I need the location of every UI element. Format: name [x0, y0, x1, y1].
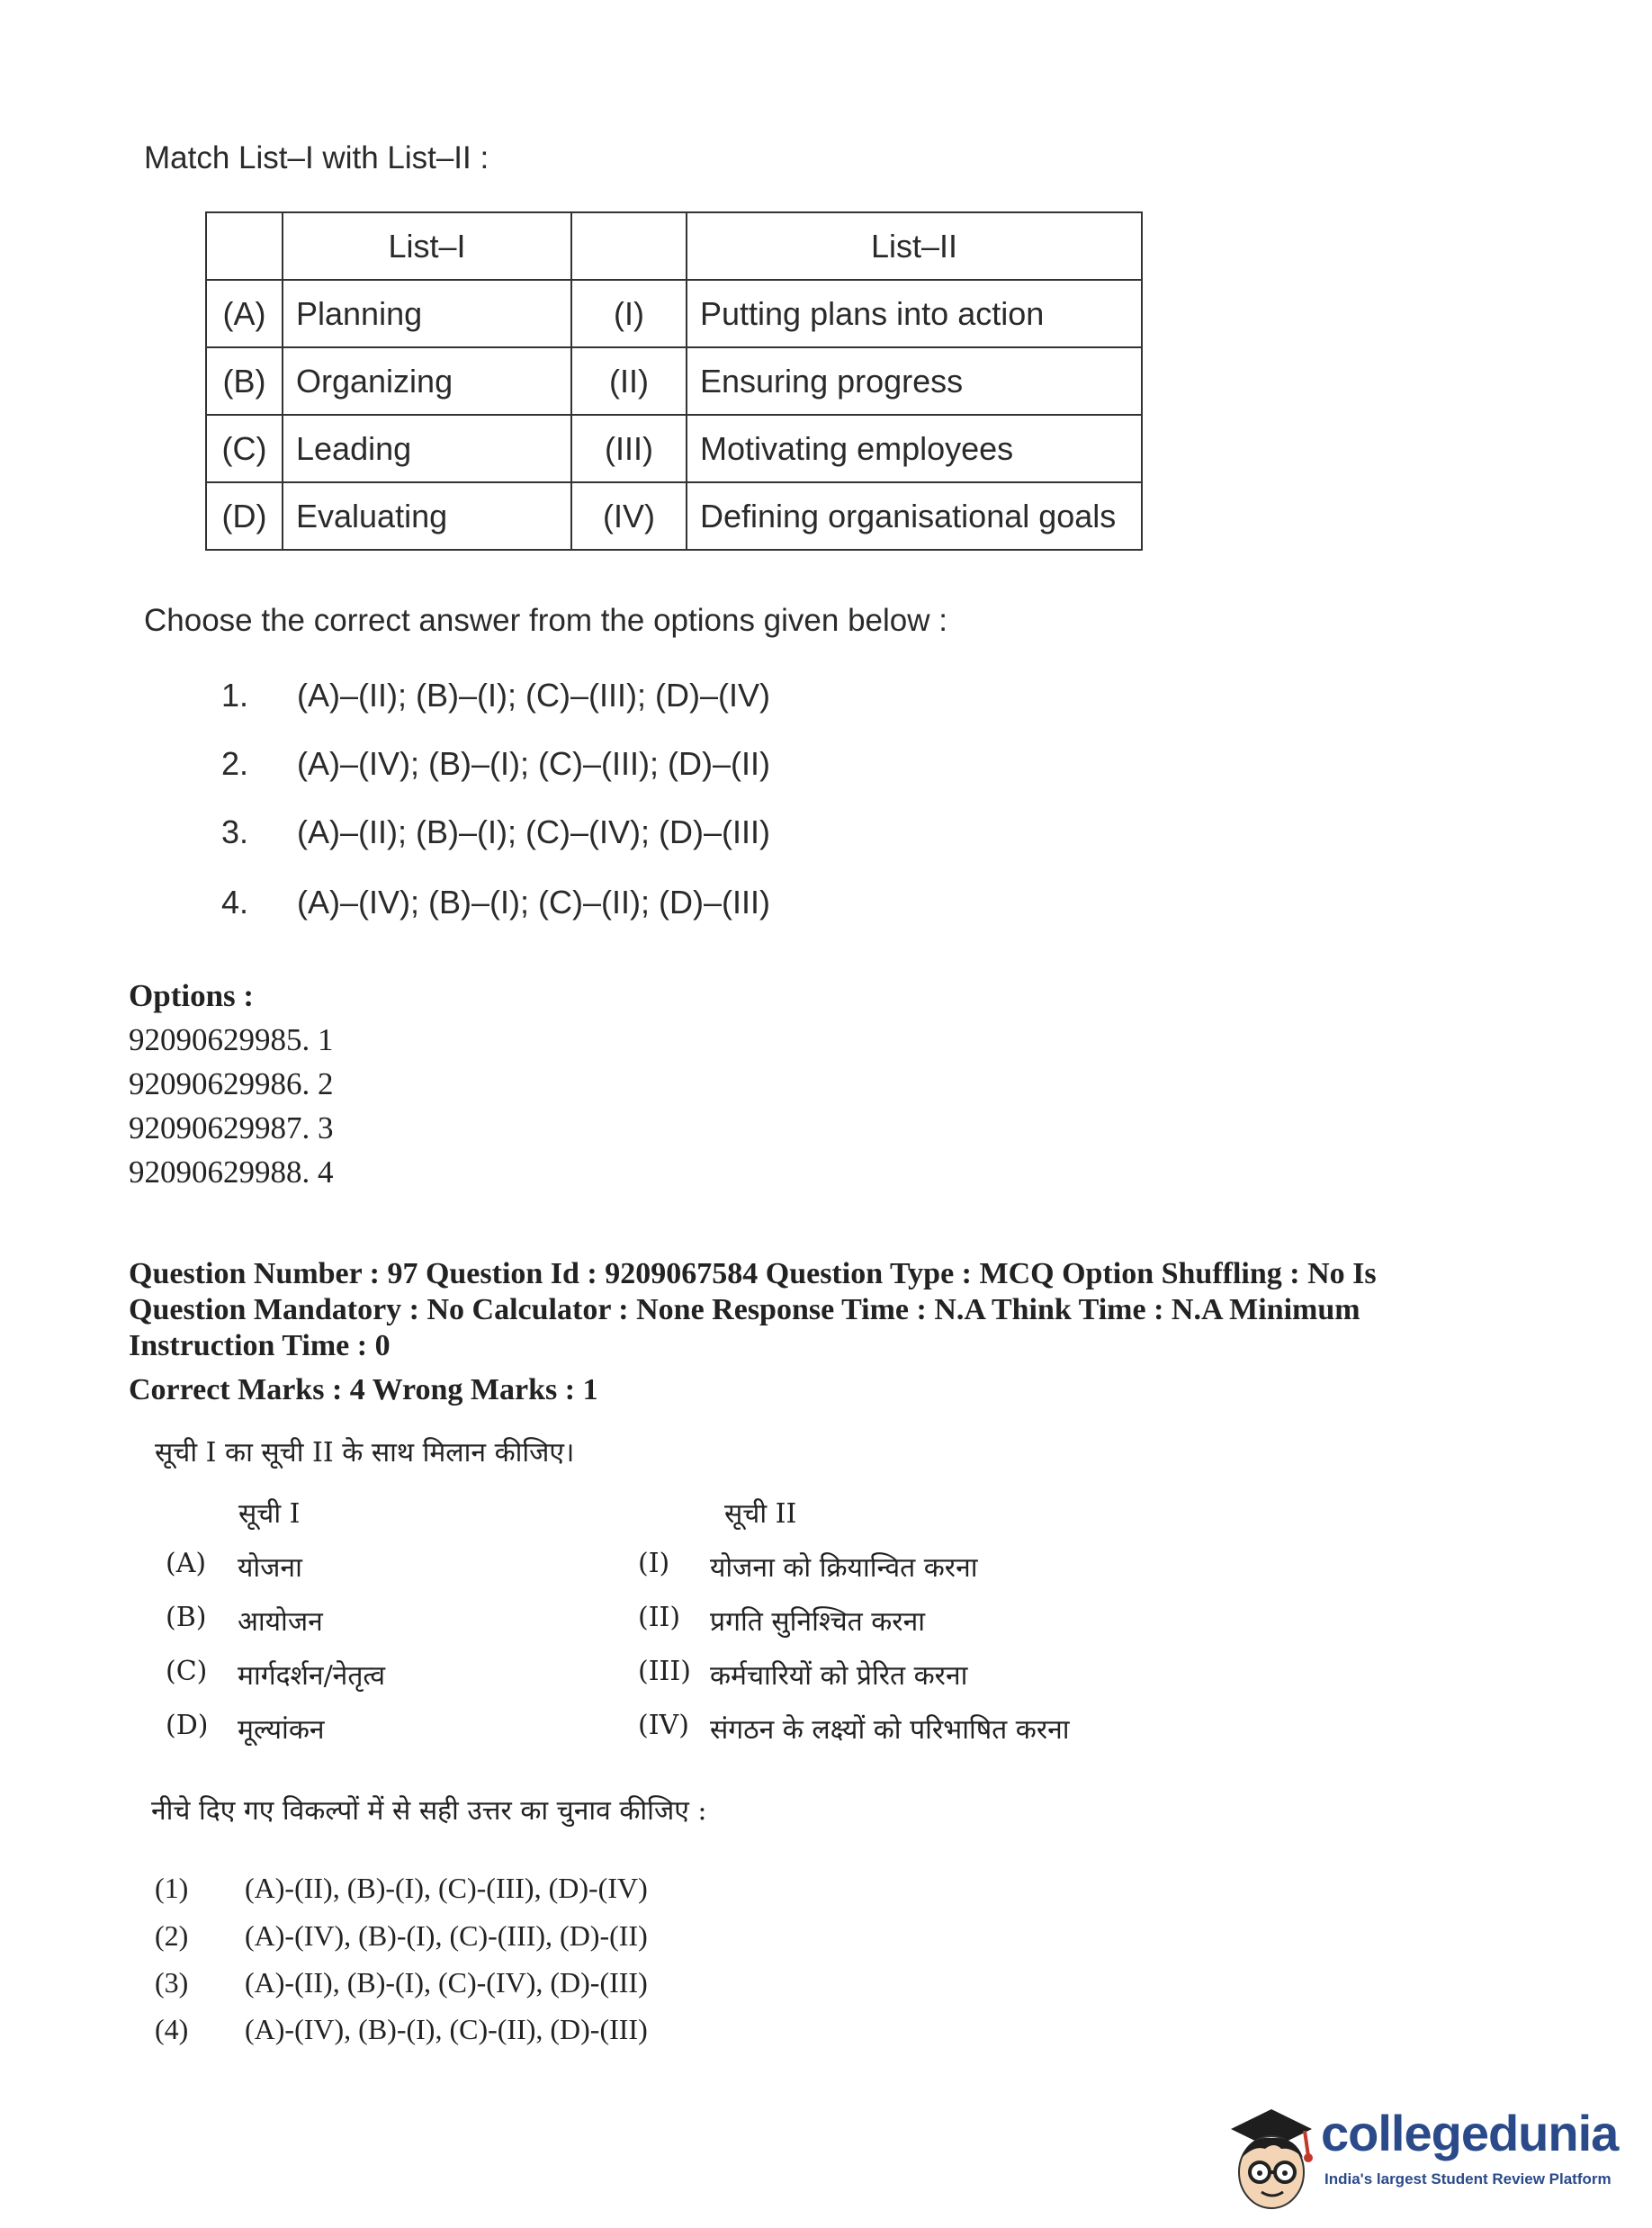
option-text: (A)–(IV); (B)–(I); (C)–(III); (D)–(II)	[297, 745, 770, 782]
row-item: Organizing	[283, 347, 571, 415]
hindi-answer-option	[155, 1966, 648, 1999]
answer-option	[221, 813, 770, 851]
row-letter: (A)	[166, 1548, 207, 1579]
hindi-list-row	[166, 1710, 1070, 1747]
row-roman: (IV)	[571, 482, 687, 550]
row-roman: (I)	[571, 280, 687, 347]
row-match: Defining organisational goals	[687, 482, 1142, 550]
hindi-question-intro: सूची I का सूची II के साथ मिलान कीजिए।	[155, 1437, 575, 1469]
table-header-row	[206, 212, 1142, 280]
question-intro: Match List–I with List–II :	[144, 140, 489, 175]
list1-header: List–I	[283, 212, 571, 280]
option-number: (4)	[155, 2013, 189, 2045]
list2-header: List–II	[687, 212, 1142, 280]
hindi-list2-header: सूची II	[724, 1498, 797, 1530]
hindi-list1-header: सूची I	[238, 1498, 301, 1530]
row-item: योजना	[238, 1552, 302, 1584]
row-letter: (A)	[206, 280, 283, 347]
logo-tagline: India's largest Student Review Platform	[1324, 2170, 1612, 2188]
hindi-choose-instruction: नीचे दिए गए विकल्पों में से सही उत्तर का चुनाव कीजिए :	[151, 1795, 707, 1827]
options-list	[129, 974, 334, 1194]
row-letter: (D)	[206, 482, 283, 550]
hindi-answer-option	[155, 1872, 648, 1905]
option-number: (1)	[155, 1872, 189, 1904]
logo-brand-text: collegedunia	[1321, 2105, 1619, 2161]
option-id: 92090629988. 4	[129, 1154, 334, 1190]
option-id: 92090629987. 3	[129, 1110, 334, 1145]
option-text: (A)–(II); (B)–(I); (C)–(III); (D)–(IV)	[297, 677, 770, 714]
table-row	[206, 280, 1142, 347]
options-heading: Options :	[129, 978, 255, 1013]
meta-line: Instruction Time : 0	[129, 1329, 391, 1362]
option-text: (A)-(IV), (B)-(I), (C)-(III), (D)-(II)	[245, 1919, 648, 1952]
hindi-list-row	[166, 1656, 967, 1693]
table-row	[206, 415, 1142, 482]
row-roman: (IV)	[638, 1710, 689, 1741]
table-row	[206, 482, 1142, 550]
option-number: 3.	[221, 813, 249, 850]
option-number: (2)	[155, 1919, 189, 1952]
table-row	[206, 347, 1142, 415]
option-id: 92090629985. 1	[129, 1022, 334, 1057]
row-item: Leading	[283, 415, 571, 482]
row-item: Evaluating	[283, 482, 571, 550]
meta-line: Question Number : 97 Question Id : 9209067584 Question Type : MCQ Option Shuffling : No Is	[129, 1257, 1377, 1290]
answer-option	[221, 745, 770, 783]
row-letter: (C)	[206, 415, 283, 482]
option-number: 1.	[221, 677, 249, 714]
row-letter: (B)	[166, 1602, 207, 1633]
row-match: Motivating employees	[687, 415, 1142, 482]
marks-line: Correct Marks : 4 Wrong Marks : 1	[129, 1373, 598, 1406]
row-item: मूल्यांकन	[238, 1714, 325, 1746]
option-id: 92090629986. 2	[129, 1066, 334, 1101]
meta-line: Question Mandatory : No Calculator : None Response Time : N.A Think Time : N.A Minimum	[129, 1293, 1360, 1326]
row-roman: (III)	[638, 1656, 691, 1687]
hindi-list-row	[166, 1602, 925, 1639]
row-match: Ensuring progress	[687, 347, 1142, 415]
table-cell	[206, 212, 283, 280]
option-number: (3)	[155, 1966, 189, 1999]
option-number: 4.	[221, 884, 249, 921]
row-item: Planning	[283, 280, 571, 347]
hindi-list-row	[166, 1548, 978, 1585]
mascot-icon	[1222, 2093, 1321, 2219]
row-roman: (III)	[571, 415, 687, 482]
row-letter: (B)	[206, 347, 283, 415]
answer-option	[221, 884, 770, 921]
hindi-answer-option	[155, 1919, 648, 1953]
row-match: योजना को क्रियान्वित करना	[710, 1552, 978, 1584]
option-number: 2.	[221, 745, 249, 782]
collegedunia-logo[interactable]	[1222, 2093, 1636, 2219]
row-letter: (C)	[166, 1656, 208, 1687]
choose-instruction: Choose the correct answer from the options given below :	[144, 603, 947, 638]
row-item: मार्गदर्शन/नेतृत्व	[238, 1660, 386, 1692]
row-letter: (D)	[166, 1710, 209, 1741]
option-text: (A)-(IV), (B)-(I), (C)-(II), (D)-(III)	[245, 2013, 648, 2045]
match-table	[205, 211, 1143, 551]
row-roman: (II)	[638, 1602, 681, 1633]
hindi-answer-option	[155, 2013, 648, 2046]
option-text: (A)-(II), (B)-(I), (C)-(IV), (D)-(III)	[245, 1966, 648, 1999]
question-meta	[129, 1256, 1532, 1364]
row-match: Putting plans into action	[687, 280, 1142, 347]
row-roman: (I)	[638, 1548, 670, 1579]
table-cell	[571, 212, 687, 280]
row-item: आयोजन	[238, 1606, 323, 1638]
row-match: संगठन के लक्ष्यों को परिभाषित करना	[710, 1714, 1070, 1746]
answer-option	[221, 677, 770, 714]
option-text: (A)–(IV); (B)–(I); (C)–(II); (D)–(III)	[297, 884, 770, 921]
row-match: प्रगति सुनिश्चित करना	[710, 1606, 926, 1638]
option-text: (A)-(II), (B)-(I), (C)-(III), (D)-(IV)	[245, 1872, 648, 1904]
row-roman: (II)	[571, 347, 687, 415]
row-match: कर्मचारियों को प्रेरित करना	[710, 1660, 968, 1692]
option-text: (A)–(II); (B)–(I); (C)–(IV); (D)–(III)	[297, 813, 770, 850]
